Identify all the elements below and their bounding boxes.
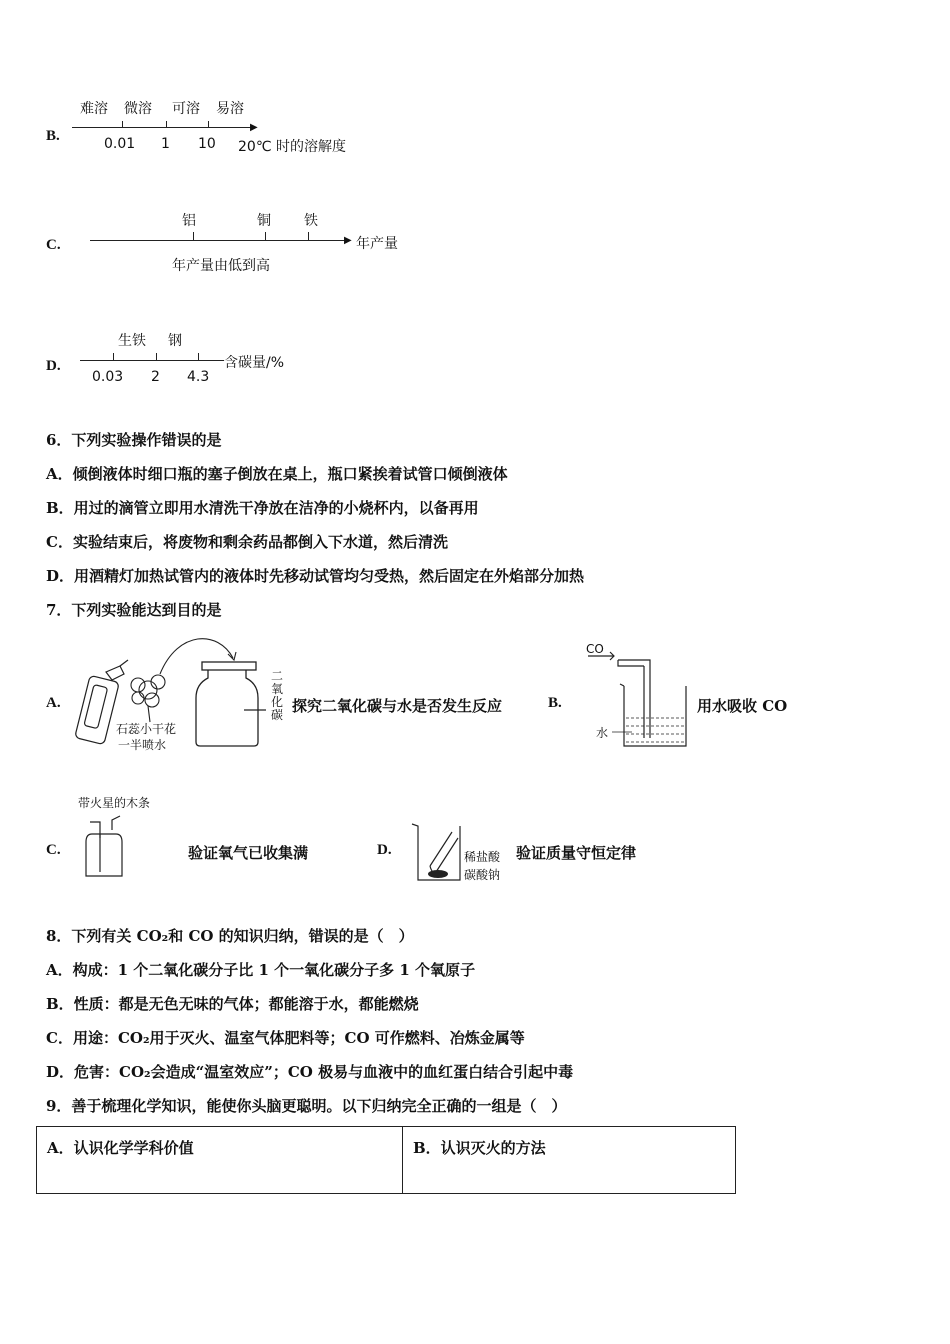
question-8-option-b: B．性质：都是无色无味的气体；都能溶于水，都能燃烧 [46,995,419,1013]
axis-tick [208,121,209,127]
co-water-beaker-figure [580,640,690,750]
axis-top-label: 微溶 [124,101,152,117]
figure-label: 一半喷水 [118,738,167,752]
axis-top-label: 生铁 [118,333,146,349]
option-c-caption: 验证氧气已收集满 [188,844,309,862]
axis-caption: 年产量由低到高 [172,258,270,274]
oxygen-collection-figure [76,794,186,884]
question-6-option-c: C．实验结束后，将废物和剩余药品都倒入下水道，然后清洗 [46,533,448,551]
figure-label: 水 [596,726,609,740]
question-9-table [36,1126,736,1194]
beaker-tube-icon [408,820,468,886]
axis-top-label: 铁 [304,213,318,229]
figure-label: 二氧化碳 [271,669,284,722]
option-b-caption: 用水吸收 CO [697,697,788,715]
figure-label: 石蕊小干花 [116,722,177,736]
mass-conservation-figure [408,820,518,886]
axis-tick [113,353,114,360]
axis-line [72,127,252,128]
axis-tick-label: 0.03 [92,369,124,385]
option-letter-c: C. [46,237,61,253]
axis-tick [156,353,157,360]
option-letter-c: C. [46,842,61,858]
option-letter-d: D. [377,842,392,858]
axis-tick-label: 20℃ 时的溶解度 [238,139,346,155]
axis-tick [308,232,309,240]
axis-tick [198,353,199,360]
axis-tick-label: 0.01 [104,136,136,152]
axis-tick [193,232,194,240]
axis-line [80,360,224,361]
axis-tick-label: 10 [198,136,216,152]
arrow-head-icon: ▶ [250,122,258,133]
question-8-option-c: C．用途：CO₂用于灭火、温室气体肥料等；CO 可作燃料、冶炼金属等 [46,1029,525,1047]
figure-label: 稀盐酸 [464,850,501,864]
option-a-caption: 探究二氧化碳与水是否发生反应 [292,697,503,715]
axis-tick-label: 2 [151,369,160,385]
table-row [37,1127,736,1194]
question-6-stem: 6．下列实验操作错误的是 [46,431,222,449]
co2-litmus-flower-figure [68,630,288,760]
option-letter-a: A. [46,695,61,711]
axis-tick-label: 1 [161,136,170,152]
axis-top-label: 铜 [257,213,271,229]
option-letter-b: B. [548,695,562,711]
axis-top-label: 易溶 [216,101,244,117]
table-cell-a: A．认识化学学科价值 [37,1127,403,1194]
option-letter-b: B. [46,128,60,144]
axis-top-label: 铝 [182,213,196,229]
axis-top-label: 难溶 [80,101,108,117]
axis-tick [122,121,123,127]
axis-label: 含碳量/% [224,355,285,371]
axis-tick [265,232,266,240]
option-d-caption: 验证质量守恒定律 [516,844,637,862]
axis-tick [166,121,167,127]
axis-top-label: 可溶 [172,101,200,117]
figure-label: 带火星的木条 [78,796,151,810]
spray-bottle-icon [68,630,288,760]
question-6-option-d: D．用酒精灯加热试管内的液体时先移动试管均匀受热，然后固定在外焰部分加热 [46,567,585,585]
question-8-option-a: A．构成：1 个二氧化碳分子比 1 个一氧化碳分子多 1 个氧原子 [46,961,476,979]
question-8-stem: 8．下列有关 CO₂和 CO 的知识归纳，错误的是（ ） [46,927,414,945]
figure-label: CO [586,642,604,656]
axis-label: 年产量 [356,236,398,252]
question-8-option-d: D．危害：CO₂会造成“温室效应”；CO 极易与血液中的血红蛋白结合引起中毒 [46,1063,574,1081]
figure-label: 碳酸钠 [464,868,501,882]
question-6-option-b: B．用过的滴管立即用水清洗干净放在洁净的小烧杯内，以备再用 [46,499,479,517]
axis-top-label: 钢 [168,333,182,349]
gas-bottle-icon [76,812,136,882]
option-letter-d: D. [46,358,61,374]
question-9-stem: 9．善于梳理化学知识，能使你头脑更聪明。以下归纳完全正确的一组是（ ） [46,1097,567,1115]
table-cell-b: B．认识灭火的方法 [403,1127,736,1194]
axis-tick-label: 4.3 [187,369,210,385]
question-7-stem: 7．下列实验能达到目的是 [46,601,222,619]
axis-line [90,240,346,241]
arrow-head-icon: ▶ [344,235,352,246]
question-6-option-a: A．倾倒液体时细口瓶的塞子倒放在桌上，瓶口紧挨着试管口倾倒液体 [46,465,508,483]
